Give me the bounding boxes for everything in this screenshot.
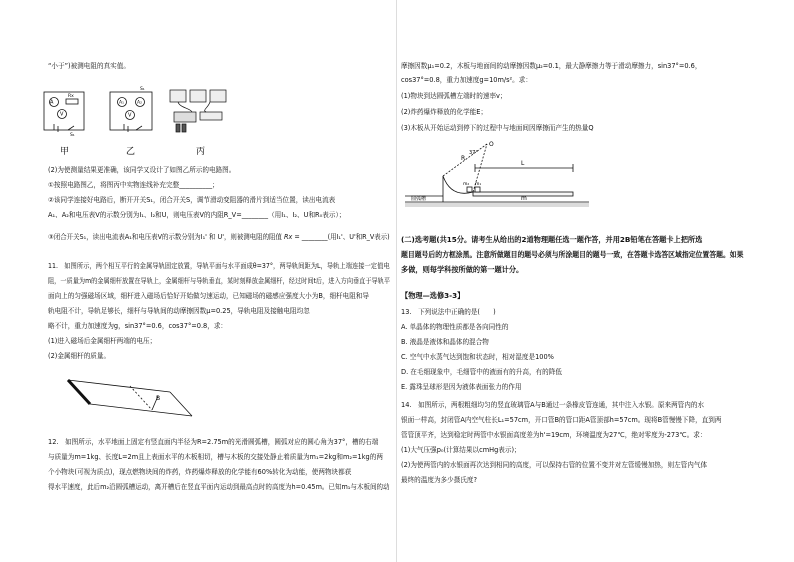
q12-cont-line-2: cos37°=0.8，重力加速度g=10m/s²。求： [401, 76, 532, 84]
q10-step3 [48, 233, 390, 241]
q11-line-4: 轨电阻不计，导轨足够长，细杆与导轨间的动摩擦因数μ=0.25，导轨电阻及接触电阻均忽 [48, 307, 310, 315]
q10-step2-a: ②该同学连接好电路后，断开开关S₁，闭合开关S，调节滑动变阻器的滑片到适当位置，读出电流表 [48, 196, 336, 204]
q14-sub-2-cont: 最终的温度为多少摄氏度? [401, 476, 478, 484]
q11-line-3: 面向上的匀强磁场区域，细杆进入磁场后恰好开始做匀速运动，已知磁场的磁感应强度大小为B，细杆电阻和导 [48, 292, 370, 300]
q10-step3-tail: ________(用I₁'、U'和R_V表示) [301, 233, 390, 241]
elective-line-3: 多做，则每学科按所做的第一题计分。 [401, 265, 524, 274]
q12-sub-2: (2)炸药爆炸释放的化学能E； [401, 108, 488, 116]
q13-option-a: A. 单晶体的物理性质都是各向同性的 [401, 323, 509, 331]
q13-option-d: D. 在毛细现象中，毛细管中的液面有的升高，有的降低 [401, 368, 562, 376]
q10-step1: ①按照电路图乙，将图丙中实物连线补充完整__________； [48, 181, 219, 189]
q10-step3-text: ③闭合开关S₁，读出电流表A₁和电压表V的示数分别为I₁' 和 U'，则被测电阻的阻值 [48, 233, 282, 241]
svg-text:A₂: A₂ [137, 100, 142, 106]
q12-line-1: 12. 如图所示，水平地面上固定有竖直面内半径为R=2.75m的光滑圆弧槽，圆弧对应的圆心角为37°，槽的右端 [48, 438, 379, 446]
fig-label-O: O [489, 141, 494, 148]
inclined-rails-figure [60, 366, 220, 426]
q14-line-1: 14. 如图所示，两根粗细均匀的竖直玻璃管A与B通过一条橡皮管连通，其中注入水银。原来两管内的水 [401, 401, 705, 409]
q12-sub-1: (1)物块到达圆弧槽左端时的速率v； [401, 92, 507, 100]
fig-label-m2: m₂ [463, 182, 470, 187]
svg-text:A: A [50, 99, 54, 106]
q14-sub-1: (1)大气压强p₀(计算结果以cmHg表示)； [401, 446, 521, 454]
fig-label-m1: m₁ [475, 182, 482, 187]
q14-line-2: 银面一样高，封闭管A内空气柱长L₁=57cm，开口管B的管口距A管顶部h=57cm。现将B管慢慢下降，直到两 [401, 416, 722, 424]
fig-label-m: m [521, 195, 527, 202]
q10-part2: (2)为使测量结果更准确，该同学又设计了如图乙所示的电路图。 [48, 166, 236, 174]
circuit-figures [40, 84, 230, 164]
q12-line-2: 与质量为m=1kg、长度L=2m且上表面水平的木板相切，槽与木板的交接处静止着质量为m₁=2kg和m₂=1kg的两 [48, 453, 383, 461]
fig-label-groove: 圆弧槽 [411, 196, 427, 202]
q13-section-title: 【物理—选修3-3】 [401, 291, 465, 300]
svg-text:B: B [156, 395, 161, 402]
q14-sub-2: (2)为使两管内的水银面再次达到相同的高度，可以保持右管的位置不变并对左管缓慢加热，则左管内气体 [401, 461, 708, 469]
q11-line-1: 11. 如图所示，两个相互平行的金属导轨固定放置，导轨平面与水平面成θ=37°，两导轨间距为L，导轨上端连接一定值电 [48, 262, 390, 270]
fig-label-angle: 37° [469, 150, 478, 156]
fig-label-L: L [521, 160, 525, 167]
elective-line-2: 题目题号后的方框涂黑。注意所做题目的题号必须与所涂题目的题号一致，在答题卡选答区域指定位置答题。如果 [401, 250, 744, 259]
svg-text:S₁: S₁ [140, 87, 145, 92]
fig-label-R: R [461, 155, 466, 162]
circuit-label-yi: 乙 [126, 147, 136, 157]
svg-text:Rx: Rx [68, 94, 74, 99]
q10-step2-b: A₁、A₂和电压表V的示数分别为I₁、I₂和U，则电压表V的内阻R_V=________（用I₁、I₂、U和R₀表示）； [48, 211, 346, 219]
q11-line-2: 阻，一质量为m的金属细杆放置在导轨上，金属细杆与导轨垂直，某时刻释放金属细杆，经过时间t后，进入方向垂直于导轨平 [48, 277, 391, 285]
q12-line-3: 个小物块(可视为质点)，现点燃物块间的炸药，炸药爆炸释放的化学能有60%转化为动能，使两物块都获 [48, 468, 352, 476]
q12-line-4: 得水平速度，此后m₂沿圆弧槽运动，离开槽后在竖直平面内运动到最高点时的高度为h=0.45m。已知m₁与木板间的动 [48, 483, 390, 491]
q14-line-3: 管管顶平齐，达到稳定时两管中水银面高度差为h'=19cm，环境温度为27℃，绝对零度为-273℃。求： [401, 431, 707, 439]
q13-option-e: E. 露珠呈球形是因为液体表面张力的作用 [401, 383, 522, 391]
q10-formula: Rx = [284, 233, 300, 241]
q12-sub-3: (3)木板从开始运动到停下的过程中与地面间因摩擦而产生的热量Q [401, 124, 594, 132]
q12-cont-line-1: 摩擦因数μ₁=0.2，木板与地面间的动摩擦因数μ₂=0.1，最大静摩擦力等于滑动摩擦力，sin37°=0.6， [401, 62, 702, 70]
elective-line-1: (二)选考题(共15分。请考生从给出的2道物理题任选一题作答，并用2B铅笔在答题卡上把所选 [401, 235, 703, 244]
arc-groove-figure [403, 138, 593, 210]
svg-text:A₁: A₁ [119, 100, 124, 106]
right-column [397, 0, 794, 562]
svg-text:V: V [60, 111, 64, 118]
q11-line-5: 略不计，重力加速度为g，sin37°=0.6，cos37°=0.8，求： [48, 322, 228, 330]
circuit-bing [170, 90, 226, 132]
q13-stem: 13. 下列说法中正确的是( ) [401, 308, 496, 316]
circuit-jia [44, 92, 84, 132]
circuit-label-jia: 甲 [60, 147, 70, 157]
q13-option-b: B. 液晶是液体和晶体的混合物 [401, 338, 489, 346]
q11-line-6: (1)进入磁场后金属细杆两端的电压； [48, 337, 157, 345]
q10-intro-line: “小于”)被测电阻的真实值。 [48, 62, 130, 70]
svg-text:S₁: S₁ [70, 133, 75, 138]
circuit-label-bing: 丙 [196, 147, 206, 157]
q13-option-c: C. 空气中水蒸气达到饱和状态时，相对湿度是100% [401, 353, 554, 361]
svg-text:V: V [128, 112, 132, 119]
q11-line-7: (2)金属细杆的质量。 [48, 352, 111, 360]
